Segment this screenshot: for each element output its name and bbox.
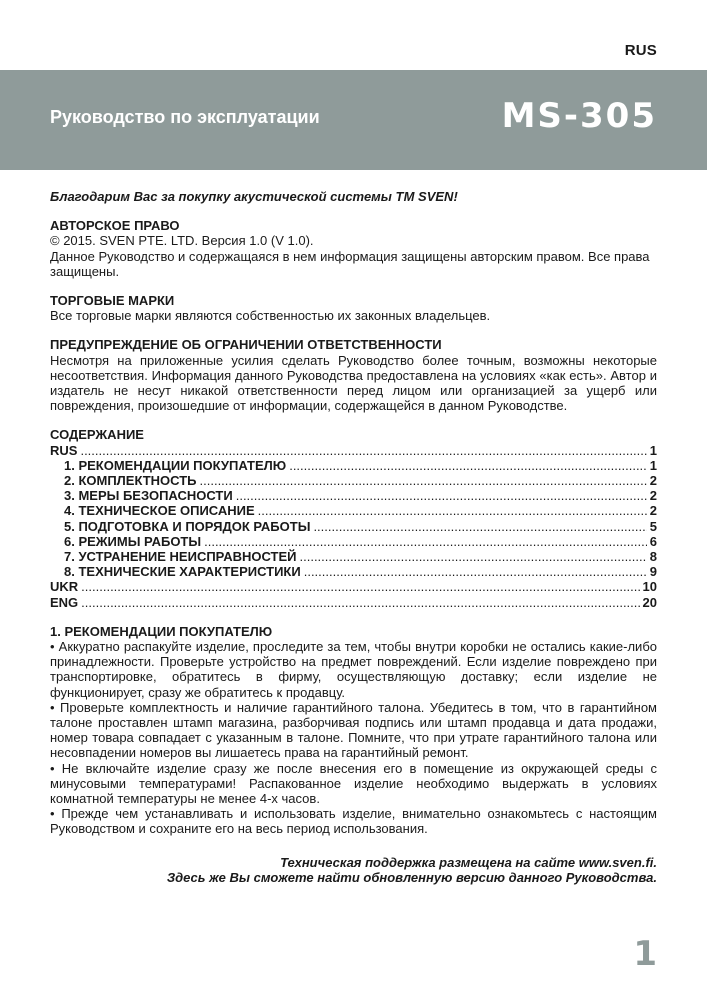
disclaimer-section [50, 337, 657, 413]
toc-item[interactable]: 4. ТЕХНИЧЕСКОЕ ОПИСАНИЕ ..... 2 [50, 503, 657, 518]
thanks-line: Благодарим Вас за покупку акустической системы ТМ SVEN! [50, 189, 458, 204]
trademarks-section [50, 293, 657, 323]
recommendation-paragraph: • Не включайте изделие сразу же после внесения его в помещение из окружающей среды с минусовыми температурами! Распакованное изделие необходимо выдержать в условиях комнатной температуры не менее 4-х часов. [50, 760, 657, 806]
recommendations-section [50, 624, 657, 837]
disclaimer-heading: ПРЕДУПРЕЖДЕНИЕ ОБ ОГРАНИЧЕНИИ ОТВЕТСТВЕННОСТИ [50, 337, 442, 353]
copyright-section [50, 218, 657, 279]
toc-item[interactable]: 1. РЕКОМЕНДАЦИИ ПОКУПАТЕЛЮ ..... 1 [50, 458, 657, 473]
recommendation-paragraph: • Прежде чем устанавливать и использовать изделие, внимательно ознакомьтесь с настоящим Руководством и сохраните его на весь период использования. [50, 806, 657, 837]
recommendations-heading: 1. РЕКОМЕНДАЦИИ ПОКУПАТЕЛЮ [50, 623, 273, 639]
support-note [50, 855, 657, 885]
disclaimer-text: Несмотря на приложенные усилия сделать Руководство более точным, возможны некоторые несоответствия. Информация данного Руководства предоставлена на условиях «как есть». Автор и издатель не несут никакой ответственности перед лицом или организацией за ущерб или повреждения, произошедшие от информации, содержащейся в данном Руководстве. [50, 352, 657, 414]
toc-item[interactable]: 2. КОМПЛЕКТНОСТЬ ..... 2 [50, 473, 657, 488]
toc-item[interactable]: 3. МЕРЫ БЕЗОПАСНОСТИ ..... 2 [50, 488, 657, 503]
language-code: RUS [624, 42, 657, 59]
trademarks-text: Все торговые марки являются собственностью их законных владельцев. [50, 308, 491, 324]
toc-item[interactable]: UKR ..... 10 [50, 579, 657, 594]
model-name: MS-305 [501, 96, 657, 136]
support-line: Здесь же Вы сможете найти обновленную версию данного Руководства. [166, 869, 657, 885]
toc-item[interactable]: RUS ..... 1 [50, 443, 657, 458]
copyright-heading: АВТОРСКОЕ ПРАВО [50, 218, 180, 234]
toc-list [50, 443, 657, 610]
recommendation-paragraph: • Аккуратно распакуйте изделие, проследите за тем, чтобы внутри коробки не остались какие-либо принадлежности. Проверьте устройство на предмет повреждений. Если изделие повреждено при транспортировке, обратитесь в фирму, осуществляющую доставку; если изделие не функционирует, сразу же обратитесь к продавцу. [50, 638, 657, 700]
toc-item[interactable]: 8. ТЕХНИЧЕСКИЕ ХАРАКТЕРИСТИКИ ..... 9 [50, 564, 657, 579]
page-number: 1 [633, 934, 657, 974]
toc-section [50, 427, 657, 609]
toc-item[interactable]: 7. УСТРАНЕНИЕ НЕИСПРАВНОСТЕЙ ..... 8 [50, 549, 657, 564]
manual-subtitle: Руководство по эксплуатации [50, 107, 320, 127]
trademarks-heading: ТОРГОВЫЕ МАРКИ [50, 293, 175, 309]
copyright-version: © 2015. SVEN PTE. LTD. Версия 1.0 (V 1.0). [50, 233, 314, 249]
toc-heading: СОДЕРЖАНИЕ [50, 427, 144, 443]
recommendation-paragraph: • Проверьте комплектность и наличие гарантийного талона. Убедитесь в том, что в гарантийном талоне проставлен штамп магазина, разборчивая подпись или штамп продавца и дата продажи, номер товара совпадает с указанным в талоне. Помните, что при утрате гарантийного талона или несовпадении номеров вы лишаетесь права на гарантийный ремонт. [50, 699, 657, 761]
toc-item[interactable]: 5. ПОДГОТОВКА И ПОРЯДОК РАБОТЫ ..... 5 [50, 519, 657, 534]
copyright-text: Данное Руководство и содержащаяся в нем информация защищены авторским правом. Все права защищены. [50, 248, 650, 279]
page-content [50, 189, 657, 885]
support-line: Техническая поддержка размещена на сайте www.sven.fi. [280, 854, 657, 870]
toc-item[interactable]: 6. РЕЖИМЫ РАБОТЫ ..... 6 [50, 534, 657, 549]
toc-item[interactable]: ENG ..... 20 [50, 595, 657, 610]
